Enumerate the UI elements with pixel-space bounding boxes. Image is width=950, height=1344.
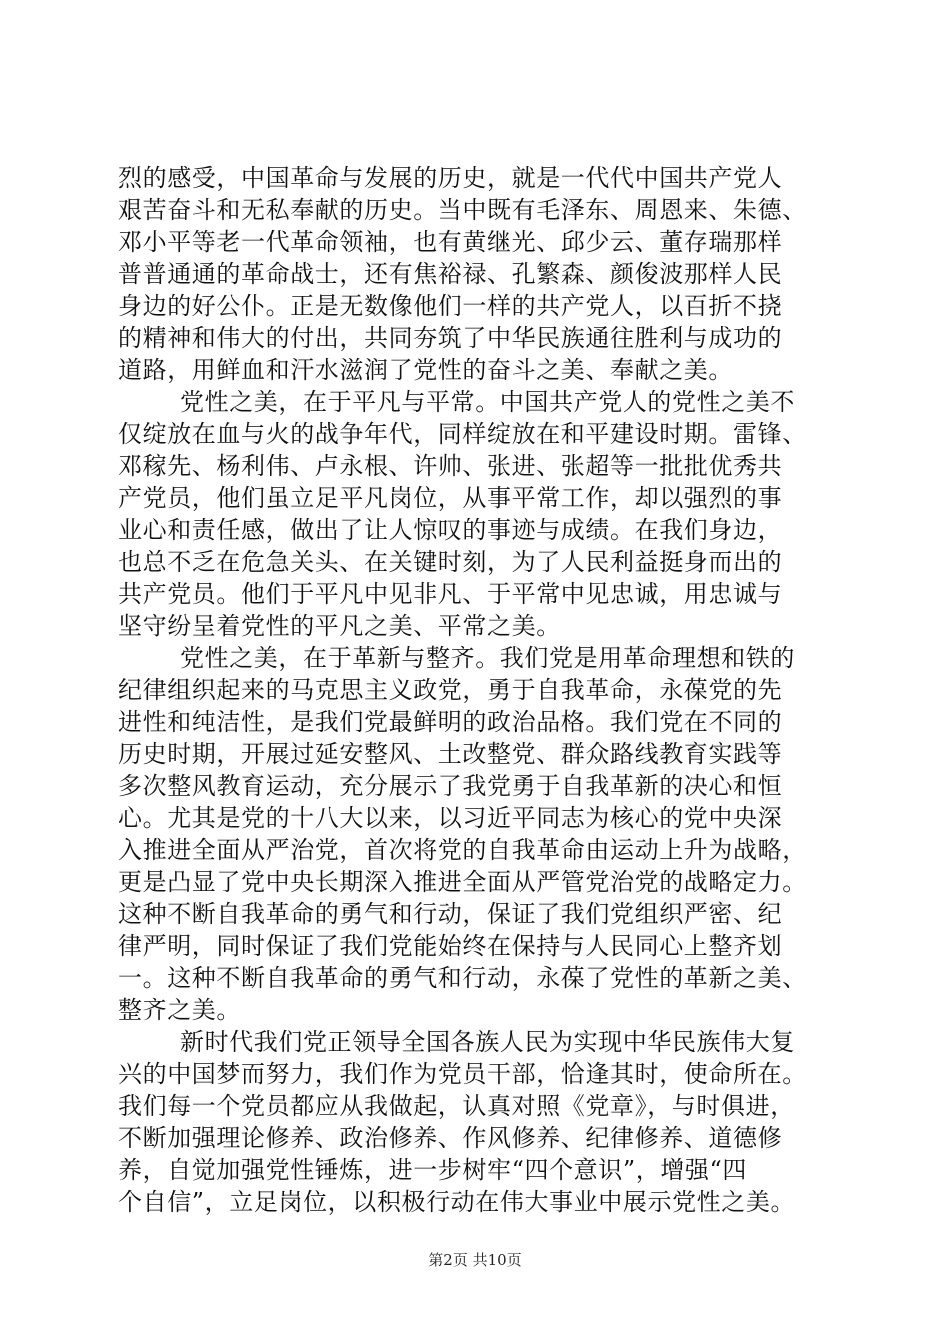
text-line: 整齐之美。 bbox=[118, 996, 241, 1024]
text-line: 进性和纯洁性，是我们党最鲜明的政治品格。我们党在不同的 bbox=[118, 708, 783, 736]
text-line: 产党员，他们虽立足平凡岗位，从事平常工作，却以强烈的事 bbox=[118, 484, 783, 512]
text-line: 兴的中国梦而努力，我们作为党员干部，恰逢其时，使命所在。 bbox=[118, 1060, 807, 1088]
text-line: 普普通通的革命战士，还有焦裕禄、孔繁森、颜俊波那样人民 bbox=[118, 260, 783, 288]
text-line: 不断加强理论修养、政治修养、作风修养、纪律修养、道德修 bbox=[118, 1124, 783, 1152]
paragraph-2 bbox=[118, 386, 838, 642]
text-line: 坚守纷呈着党性的平凡之美、平常之美。 bbox=[118, 612, 561, 640]
body-text bbox=[118, 162, 838, 1218]
text-line: 入推进全面从严治党，首次将党的自我革命由运动上升为战略， bbox=[118, 836, 807, 864]
text-line: 养，自觉加强党性锤炼，进一步树牢“四个意识”，增强“四 bbox=[118, 1156, 748, 1184]
text-line: 党性之美，在于革新与整齐。我们党是用革命理想和铁的 bbox=[180, 644, 795, 672]
text-line: 身边的好公仆。正是无数像他们一样的共产党人，以百折不挠 bbox=[118, 292, 783, 320]
text-line: 艰苦奋斗和无私奉献的历史。当中既有毛泽东、周恩来、朱德、 bbox=[118, 196, 807, 224]
paragraph-3 bbox=[118, 642, 838, 1026]
text-line: 道路，用鲜血和汗水滋润了党性的奋斗之美、奉献之美。 bbox=[118, 356, 733, 384]
text-line: 个自信”，立足岗位，以积极行动在伟大事业中展示党性之美。 bbox=[118, 1188, 796, 1216]
page-number-footer: 第2页 共10页 bbox=[428, 1251, 522, 1269]
text-line: 心。尤其是党的十八大以来，以习近平同志为核心的党中央深 bbox=[118, 804, 783, 832]
text-line: 多次整风教育运动，充分展示了我党勇于自我革新的决心和恒 bbox=[118, 772, 783, 800]
text-line: 一。这种不断自我革命的勇气和行动，永葆了党性的革新之美、 bbox=[118, 964, 807, 992]
text-line: 的精神和伟大的付出，共同夯筑了中华民族通往胜利与成功的 bbox=[118, 324, 783, 352]
text-line: 邓小平等老一代革命领袖，也有黄继光、邱少云、董存瑞那样 bbox=[118, 228, 783, 256]
text-line: 仅绽放在血与火的战争年代，同样绽放在和平建设时期。雷锋、 bbox=[118, 420, 807, 448]
text-line: 我们每一个党员都应从我做起，认真对照《党章》，与时俱进， bbox=[118, 1092, 795, 1120]
text-line: 也总不乏在危急关头、在关键时刻，为了人民利益挺身而出的 bbox=[118, 548, 783, 576]
text-line: 纪律组织起来的马克思主义政党，勇于自我革命，永葆党的先 bbox=[118, 676, 783, 704]
text-line: 业心和责任感，做出了让人惊叹的事迹与成绩。在我们身边， bbox=[118, 516, 783, 544]
text-line: 邓稼先、杨利伟、卢永根、许帅、张进、张超等一批批优秀共 bbox=[118, 452, 783, 480]
paragraph-1 bbox=[118, 162, 838, 386]
text-line: 更是凸显了党中央长期深入推进全面从严管党治党的战略定力。 bbox=[118, 868, 807, 896]
text-line: 烈的感受，中国革命与发展的历史，就是一代代中国共产党人 bbox=[118, 164, 783, 192]
text-line: 历史时期，开展过延安整风、土改整党、群众路线教育实践等 bbox=[118, 740, 783, 768]
text-line: 律严明，同时保证了我们党能始终在保持与人民同心上整齐划 bbox=[118, 932, 783, 960]
text-line: 党性之美，在于平凡与平常。中国共产党人的党性之美不 bbox=[180, 388, 795, 416]
text-line: 共产党员。他们于平凡中见非凡、于平常中见忠诚，用忠诚与 bbox=[118, 580, 783, 608]
text-line: 这种不断自我革命的勇气和行动，保证了我们党组织严密、纪 bbox=[118, 900, 783, 928]
text-line: 新时代我们党正领导全国各族人民为实现中华民族伟大复 bbox=[180, 1028, 795, 1056]
paragraph-4 bbox=[118, 1026, 838, 1218]
